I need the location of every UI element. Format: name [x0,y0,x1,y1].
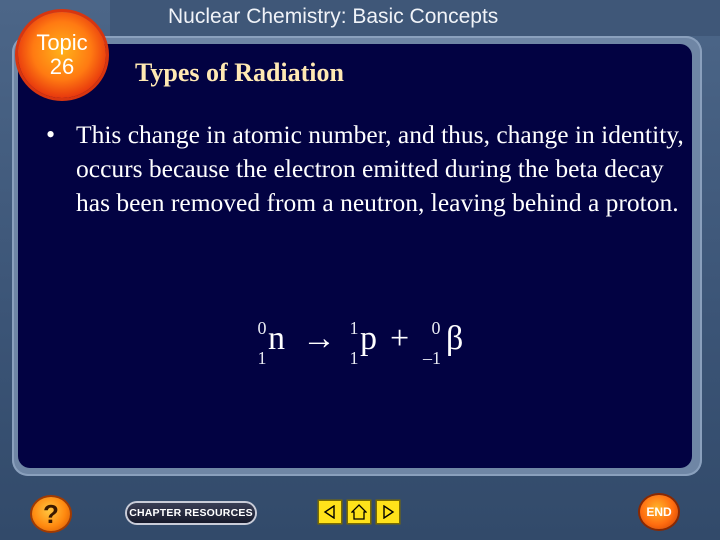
beta-symbol: β [446,320,464,357]
proton-symbol: p [360,320,377,357]
chapter-resources-button[interactable]: CHAPTER RESOURCES [127,503,255,523]
beta-mass-number: 0 [431,318,441,338]
reaction-arrow: → [302,320,336,357]
plus-sign: + [390,320,410,357]
previous-button[interactable] [319,501,341,523]
slide-title: Types of Radiation [135,58,344,87]
triangle-left-icon [323,505,337,519]
proton-atomic-number: 1 [349,348,359,368]
topic-label: Topic [36,30,88,55]
proton-mass-number: 1 [349,318,359,338]
topic-badge [18,12,106,98]
end-button[interactable]: END [640,495,678,529]
bullet-marker: • [46,120,56,149]
content-panel [18,44,692,468]
help-button[interactable]: ? [32,497,70,531]
neutron-symbol: n [268,320,285,357]
home-icon [351,504,367,520]
course-title: Nuclear Chemistry: Basic Concepts [168,5,499,28]
home-button[interactable] [348,501,370,523]
bullet-text: This change in atomic number, and thus, change in identity, occurs because the electron emitted during the beta decay has been removed from a neutron, leaving behind a proton. [76,120,684,217]
next-button[interactable] [377,501,399,523]
topic-number: 26 [49,54,75,79]
beta-atomic-number: –1 [423,348,441,368]
triangle-right-icon [381,505,395,519]
neutron-mass-number: 0 [257,318,267,338]
neutron-atomic-number: 1 [257,348,267,368]
